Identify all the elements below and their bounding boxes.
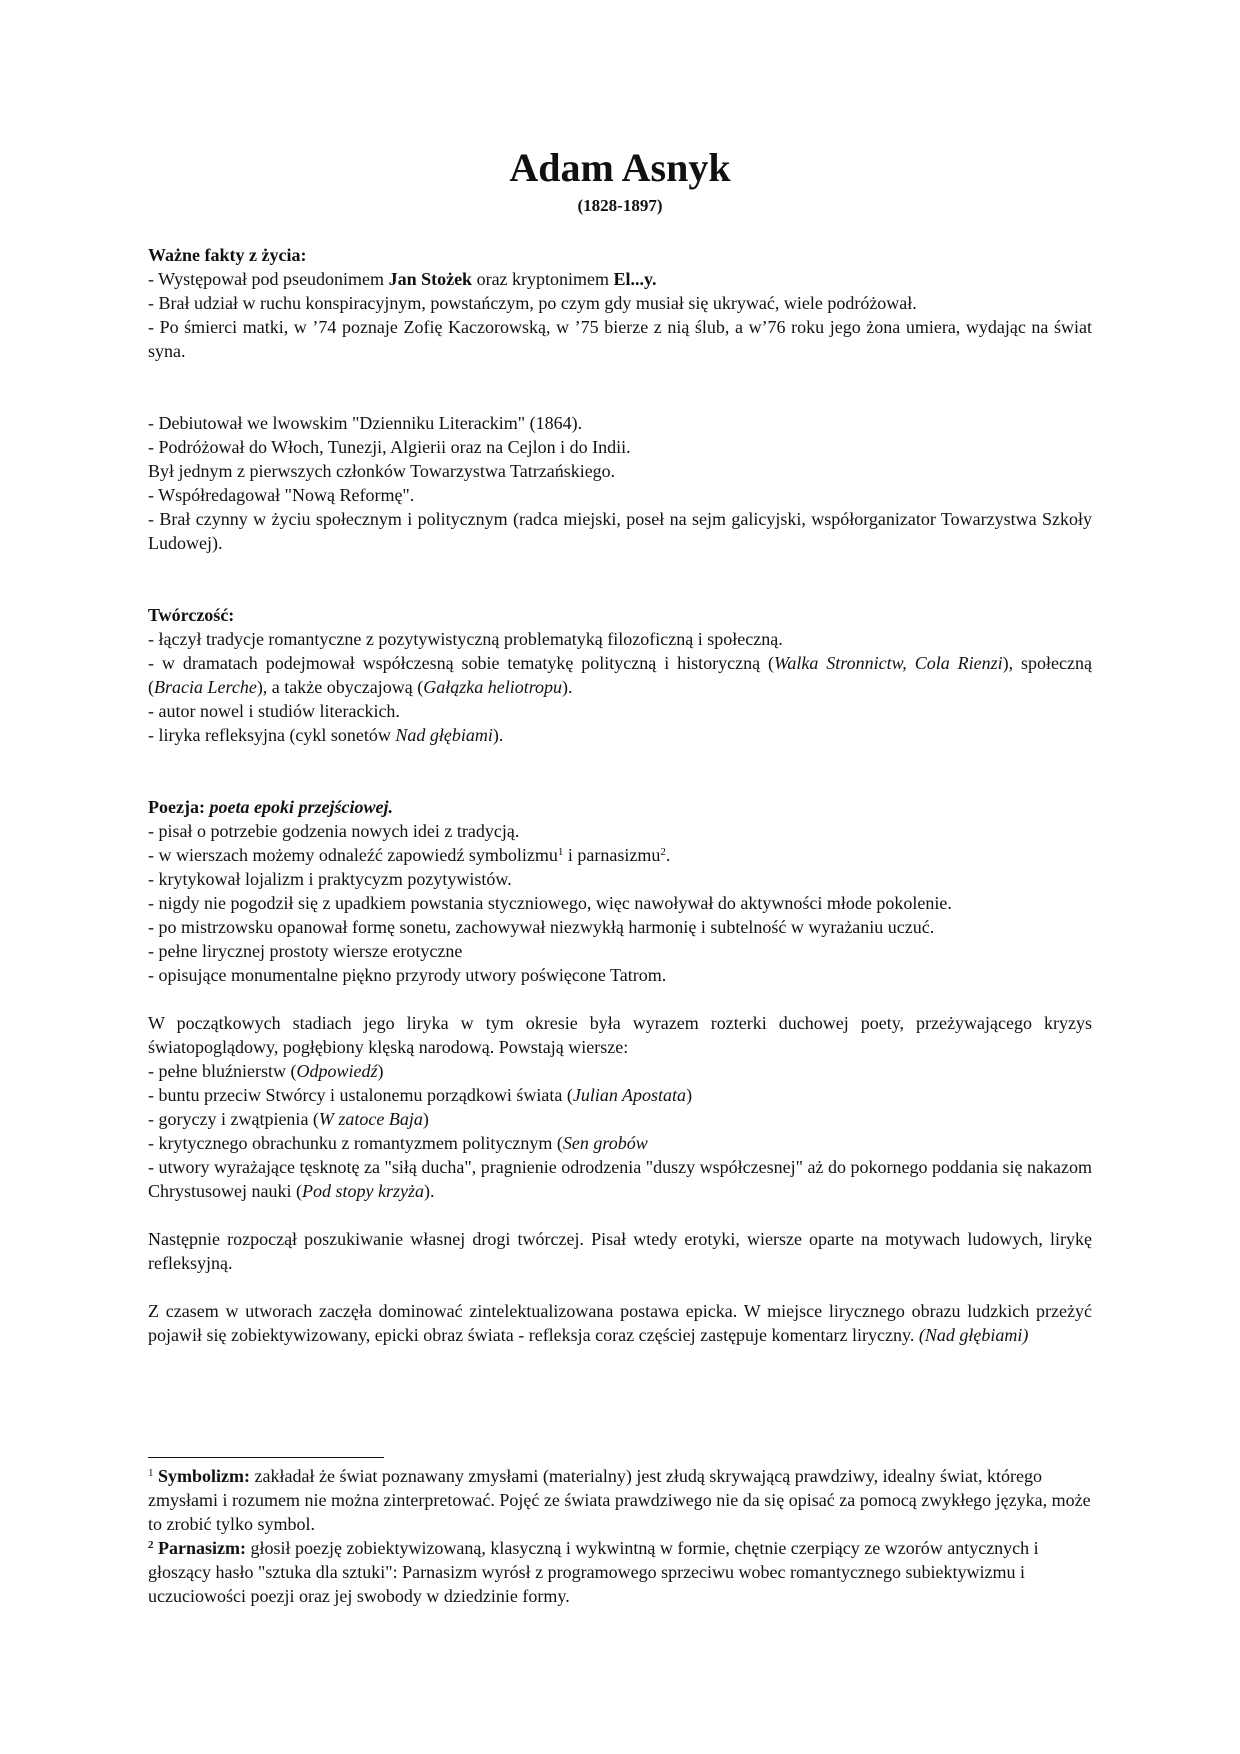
footnote-ref-2: 2 [660,846,666,858]
footnotes [148,1457,1092,1608]
works-heading: Twórczość: [148,605,235,625]
bio-line: - Współredagował "Nową Reformę". [148,485,415,505]
works-line: - liryka refleksyjna (cykl sonetów Nad głębiami). [148,725,504,745]
facts-line: - Po śmierci matki, w ’74 poznaje Zofię Kaczorowską, w ’75 bierze z nią ślub, a w’76 roku jego żona umiera, wydając na świat syna. [148,317,1092,361]
works-line: - autor nowel i studiów literackich. [148,701,400,721]
early-intro: W początkowych stadiach jego liryka w tym okresie była wyrazem rozterki duchowej poety, przeżywającego kryzys światopoglądowy, pogłębiony klęską narodową. Powstają wiersze: [148,1013,1092,1057]
poetry-line: - krytykował lojalizm i praktycyzm pozytywistów. [148,869,512,889]
bio-line: Był jednym z pierwszych członków Towarzystwa Tatrzańskiego. [148,461,616,481]
early-line: - pełne bluźnierstw (Odpowiedź) [148,1061,384,1081]
poetry-line: - po mistrzowsku opanował formę sonetu, zachowywał niezwykłą harmonię i subtelność w wyrażaniu uczuć. [148,917,935,937]
poetry-line: - w wierszach możemy odnaleźć zapowiedź symbolizmu$^1$ i parnasizmu$^2$. [148,845,671,865]
early-line: - goryczy i zwątpienia (W zatoce Baja) [148,1109,429,1129]
early-line: - krytycznego obrachunku z romantyzmem politycznym (Sen grobów [148,1133,648,1153]
later-paragraph: Z czasem w utworach zaczęła dominować zintelektualizowana postawa epicka. W miejsce lirycznego obrazu ludzkich przeżyć pojawił się zobiektywizowany, epicki obraz świata - refleksja coraz częściej zastępuje komentarz liryczny. (Nad głębiami) [148,1301,1092,1345]
facts-heading: Ważne fakty z życia: [148,245,307,265]
early-line: - utwory wyrażające tęsknotę za "siłą ducha", pragnienie odrodzenia "duszy współczesnej" aż do pokornego poddania się nakazom Chrystusowej nauki (Pod stopy krzyża). [148,1157,1092,1201]
life-dates: (1828-1897) [577,196,663,215]
early-line: - buntu przeciw Stwórcy i ustalonemu porządkowi świata (Julian Apostata) [148,1085,693,1105]
bio-line: - Podróżował do Włoch, Tunezji, Algierii oraz na Cejlon i do Indii. [148,437,631,457]
poetry-heading: Poezja: poeta epoki przejściowej. [148,797,393,817]
main-content [148,243,1092,1347]
bio-line: - Debiutował we lwowskim "Dzienniku Literackim" (1864). [148,413,583,433]
facts-line: - Brał udział w ruchu konspiracyjnym, powstańczym, po czym gdy musiał się ukrywać, wiele podróżował. [148,293,917,313]
poetry-line: - nigdy nie pogodził się z upadkiem powstania styczniowego, więc nawoływał do aktywności młode pokolenie. [148,893,952,913]
footnote-2: $^2$ Parnasizm: głosił poezję zobiektywizowaną, klasyczną i wykwintną w formie, chętnie czerpiący ze wzorów antycznych i głoszący hasło "sztuka dla sztuki": Parnasizm wyrósł z programowego sprzeciwu wobec romantycznego subiektywizmu i uczuciowości poezji oraz jej swobody w dziedzinie formy. [148,1538,1039,1606]
works-line: - łączył tradycje romantyczne z pozytywistyczną problematyką filozoficzną i społeczną. [148,629,783,649]
footnote-separator [148,1457,384,1458]
later-paragraph: Następnie rozpoczął poszukiwanie własnej drogi twórczej. Pisał wtedy erotyki, wiersze oparte na motywach ludowych, lirykę refleksyjną. [148,1229,1092,1273]
works-line: - w dramatach podejmował współczesną sobie tematykę polityczną i historyczną (Walka Stronnictw, Cola Rienzi), społeczną (Bracia Lerche), a także obyczajową (Gałązka heliotropu). [148,653,1092,697]
facts-line: - Występował pod pseudonimem Jan Stożek oraz kryptonimem El...y. [148,269,657,289]
footnote-1: $^1$ Symbolizm: zakładał że świat poznawany zmysłami (materialny) jest złudą skrywającą prawdziwy, idealny świat, którego zmysłami i rozumem nie można zinterpretować. Pojęć ze świata prawdziwego nie da się opisać za pomocą zwykłego języka, może to zrobić tylko symbol. [148,1466,1091,1534]
poetry-line: - pisał o potrzebie godzenia nowych idei z tradycją. [148,821,520,841]
page-title: Adam Asnyk [509,145,731,190]
poetry-line: - pełne lirycznej prostoty wiersze erotyczne [148,941,463,961]
poetry-line: - opisujące monumentalne piękno przyrody utwory poświęcone Tatrom. [148,965,667,985]
footnote-ref-1: 1 [557,846,564,858]
bio-line: - Brał czynny w życiu społecznym i politycznym (radca miejski, poseł na sejm galicyjski, współorganizator Towarzystwa Szkoły Ludowej). [148,509,1092,553]
